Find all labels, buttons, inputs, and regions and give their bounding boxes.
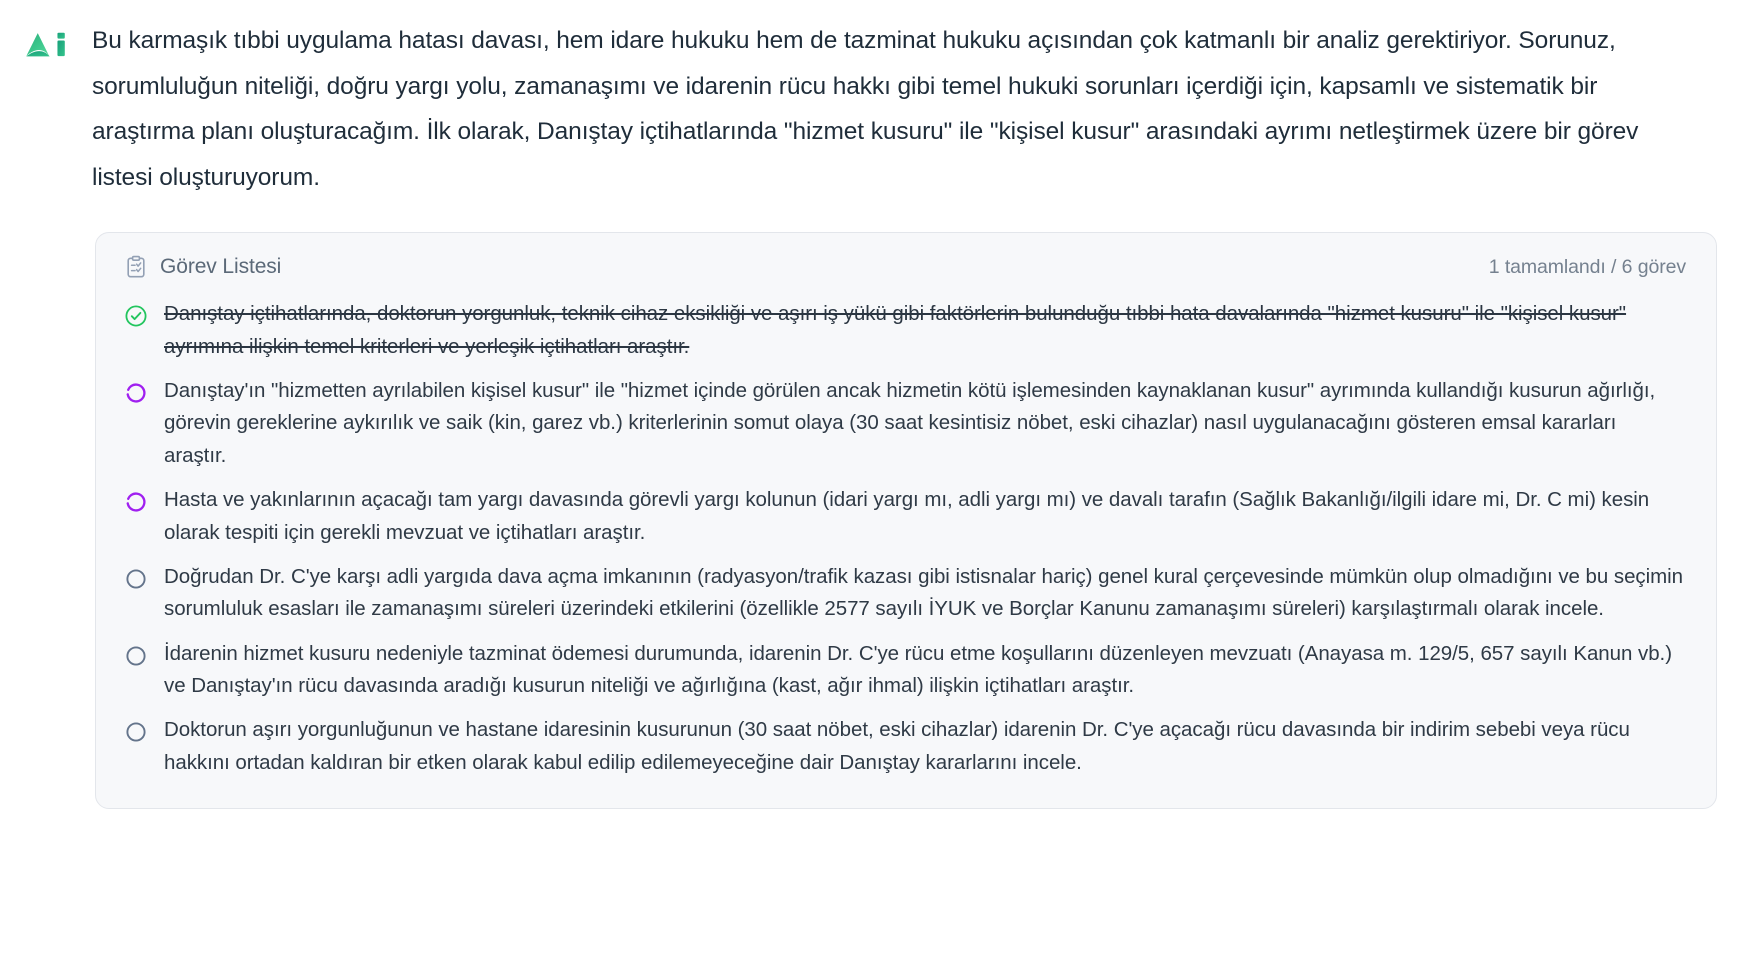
task-item-text: Doğrudan Dr. C'ye karşı adli yargıda dava açma imkanının (radyasyon/trafik kazası gibi istisnalar hariç) genel kural çerçevesinde mümkün olup olmadığını ve bu seçimin sorumluluk esasları ile zamanaşımı süreleri üzerindeki etkilerini (özellikle 2577 sayılı İYUK ve Borçlar Kanunu zamanaşımı süreleri) karşılaştırmalı olarak incele.	[164, 564, 1684, 621]
task-item-text: İdarenin hizmet kusuru nedeniyle tazminat ödemesi durumunda, idarenin Dr. C'ye rücu etme koşullarını düzenleyen mevzuatı (Anayasa m. 129/5, 657 sayılı Kanun vb.) ve Danıştay'ın rücu davasında aradığı kusurun niteliği ve ağırlığına (kast, ağır ihmal) ilişkin içtihatları araştır.	[164, 641, 1672, 697]
spinner-dashed-circle-icon[interactable]	[124, 381, 148, 405]
task-item[interactable]	[122, 635, 1690, 706]
task-item[interactable]	[122, 372, 1690, 475]
assistant-message	[0, 0, 1746, 200]
task-item[interactable]	[122, 295, 1690, 366]
task-list-title: Görev Listesi	[160, 255, 282, 279]
task-item-text: Danıştay'ın "hizmetten ayrılabilen kişisel kusur" ile "hizmet içinde görülen ancak hizmetin kötü işlemesinden kaynaklanan kusur" ayrımında kullandığı kusurun ağırlığı, görevin gereklerine aykırılık ve saik (kin, garez vb.) kriterlerinin somut olaya (30 saat kesintisiz nöbet, eski cihazlar) nasıl uygulanacağını gösteren emsal kararları araştır.	[164, 379, 1656, 467]
task-item[interactable]	[122, 558, 1690, 629]
check-circle-icon[interactable]	[124, 304, 148, 328]
task-item-text: Hasta ve yakınlarının açacağı tam yargı davasında görevli yargı kolunun (idari yargı mı, adli yargı mı) ve davalı tarafın (Sağlık Bakanlığı/ilgili idare mi, Dr. C mi) kesin olarak tespiti için gerekli mevzuat ve içtihatları araştır.	[164, 488, 1650, 544]
empty-circle-icon[interactable]	[124, 567, 148, 591]
empty-circle-icon[interactable]	[124, 720, 148, 744]
task-list-items	[122, 291, 1690, 782]
task-list-counter: 1 tamamlandı / 6 görev	[1488, 255, 1686, 278]
ai-logo-icon	[24, 24, 68, 68]
task-list-card	[95, 232, 1717, 809]
assistant-avatar	[24, 24, 68, 68]
task-item-text: Danıştay içtihatlarında, doktorun yorgunluk, teknik cihaz eksikliği ve aşırı iş yükü gibi faktörlerin bulunduğu tıbbi hata davalarında "hizmet kusuru" ile "kişisel kusur" ayrımına ilişkin temel kriterleri ve yerleşik içtihatları araştır.	[164, 302, 1627, 358]
assistant-message-text: Bu karmaşık tıbbi uygulama hatası davası, hem idare hukuku hem de tazminat hukuku açısından çok katmanlı bir analiz gerektiriyor. Sorunuz, sorumluluğun niteliği, doğru yargı yolu, zamanaşımı ve idarenin rücu hakkı gibi temel hukuki sorunları içerdiği için, kapsamlı ve sistematik bir araştırma planı oluşturacağım. İlk olarak, Danıştay içtihatlarında "hizmet kusuru" ile "kişisel kusur" arasındaki ayrımı netleştirmek üzere bir görev listesi oluşturuyorum.	[92, 27, 1639, 191]
task-list-header	[122, 253, 1690, 291]
task-item-text: Doktorun aşırı yorgunluğunun ve hastane idaresinin kusurunun (30 saat nöbet, eski cihazlar) idarenin Dr. C'ye açacağı rücu davasında bir indirim sebebi veya rücu hakkını ortadan kaldıran bir etken olarak kabul edilip edilemeyeceğine dair Danıştay kararlarını incele.	[164, 718, 1630, 774]
spinner-dashed-circle-icon[interactable]	[124, 490, 148, 514]
task-list-title-group	[124, 255, 281, 279]
task-item[interactable]	[122, 711, 1690, 782]
empty-circle-icon[interactable]	[124, 644, 148, 668]
clipboard-check-icon	[124, 255, 148, 279]
assistant-message-body	[68, 18, 1688, 200]
task-item[interactable]	[122, 481, 1690, 552]
